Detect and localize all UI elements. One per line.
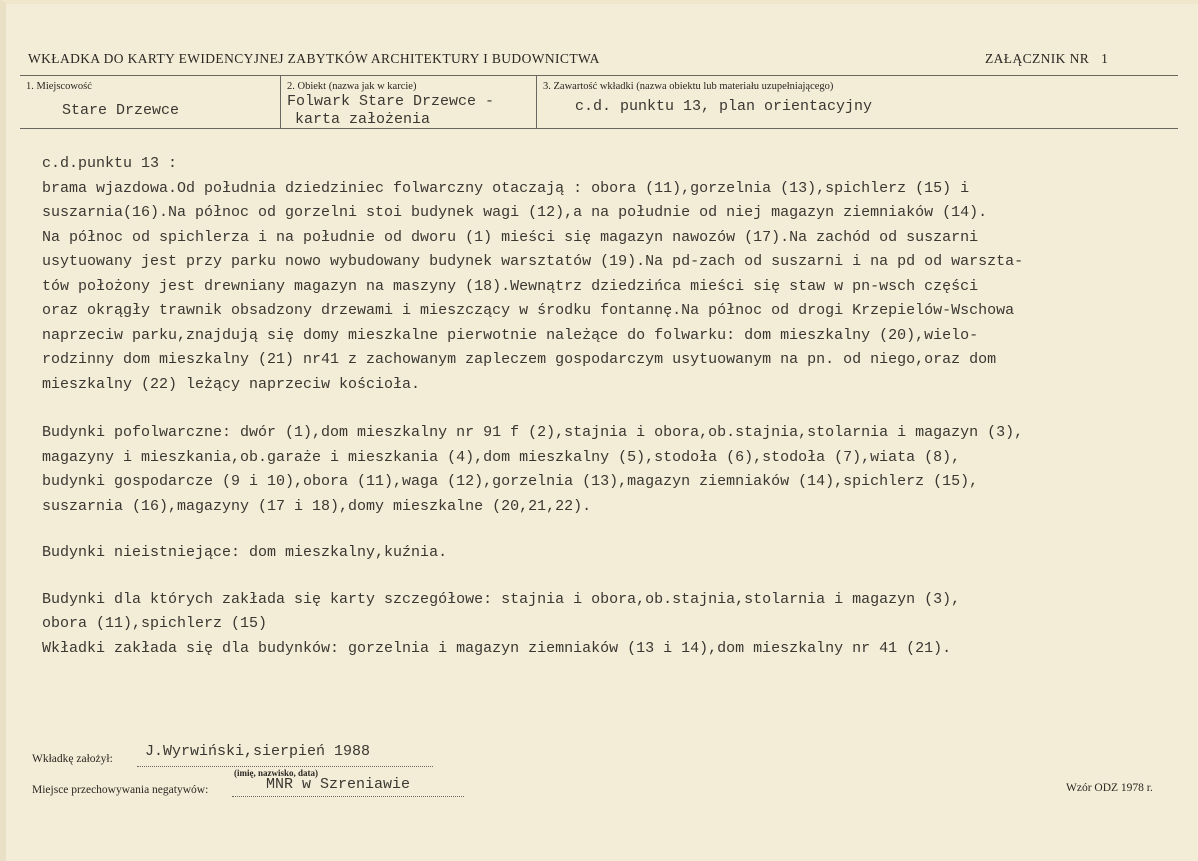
locality-cell [20,76,280,128]
prepared-dotted-line [137,766,433,767]
buildings-list-paragraph: Budynki pofolwarczne: dwór (1),dom mieszkalny nr 91 f (2),stajnia i obora,ob.stajnia,stolarnia i magazyn (3), magazyny i mieszkania,ob.garaże i mieszkania (4),dom mieszkalny (5),stodoła (6),stodoła (7),wiata (8), budynki gospodarcze (9 i 10),obora (11),waga (12),gorzelnia (13),magazyn ziemniaków (14),spichlerz (15), suszarnia (16),magazyny (17 i 18),domy mieszkalne (20,21,22). [42,424,1024,515]
prepared-caption: (imię, nazwisko, data) [234,768,318,778]
object-cell [280,76,536,128]
description-paragraph: c.d.punktu 13 : brama wjazdowa.Od południa dziedziniec folwarczny otaczają : obora (11),gorzelnia (13),spichlerz (15) i suszarnia(16).Na północ od gorzelni stoi budynek wagi (12),a na południe od niej magazyn ziemniaków (14). Na północ od spichlerza i na południe od dworu (1) mieści się magazyn nawozów (17).Na zachód od suszarni usytuowany jest przy parku nowo wybudowany budynek warsztatów (19).Na pd-zach od suszarni i na pd od warszta- tów położony jest drewniany magazyn na maszyny (18).Wewnątrz dziedzińca mieści się staw w pn-wsch części oraz okrągły trawnik obsadzony drzewami i mieszczący w środku fontannę.Na północ od drogi Krzepielów-Wschowa naprzeciw parku,znajdują się domy mieszkalne pierwotnie należące do folwarku: dom mieszkalny (20),wielo- rodzinny dom mieszkalny (21) nr41 z zachowanym zapleczem gospodarczym usytuowanym na pn. od niego,oraz dom mieszkalny (22) leżący naprzeciw kościoła. [42,155,1024,393]
paragraph-gap [42,397,1162,421]
prepared-value: J.Wyrwiński,sierpień 1988 [145,743,371,760]
object-value-line2: karta założenia [295,111,431,128]
negatives-dotted-line [232,796,464,797]
body-text [42,152,1162,661]
annex-label-group [985,51,1108,67]
detailed-cards-paragraph: Budynki dla których zakłada się karty szczegółowe: stajnia i obora,ob.stajnia,stolarnia i magazyn (3), obora (11),spichlerz (15) Wkładki zakłada się dla budynków: gorzelnia i magazyn ziemniaków (13 i 14),dom mieszkalny nr 41 (21). [42,590,961,657]
content-value: c.d. punktu 13, plan orientacyjny [575,98,873,115]
locality-value: Stare Drzewce [62,102,180,119]
paragraph-gap [42,519,1162,541]
paragraph-gap [42,566,1162,588]
annex-number: 1 [1101,51,1109,66]
object-value [287,93,494,129]
form-model-label: Wzór ODZ 1978 r. [1066,782,1153,794]
nonexistent-buildings-paragraph: Budynki nieistniejące: dom mieszkalny,kuźnia. [42,544,448,561]
object-label: 2. Obiekt (nazwa jak w karcie) [287,81,417,92]
fields-table [20,75,1178,129]
object-value-line1: Folwark Stare Drzewce - [287,93,495,110]
prepared-label: Wkładkę założył: [32,753,113,765]
negatives-value: MNR w Szreniawie [266,776,411,793]
document-title: WKŁADKA DO KARTY EWIDENCYJNEJ ZABYTKÓW ARCHITEKTURY I BUDOWNICTWA [28,51,600,66]
negatives-label: Miejsce przechowywania negatywów: [32,784,209,796]
locality-label: 1. Miejscowość [26,81,92,92]
content-label: 3. Zawartość wkładki (nazwa obiektu lub materiału uzupełniającego) [543,81,834,92]
content-cell [536,76,1178,128]
annex-label: ZAŁĄCZNIK NR [985,51,1090,66]
